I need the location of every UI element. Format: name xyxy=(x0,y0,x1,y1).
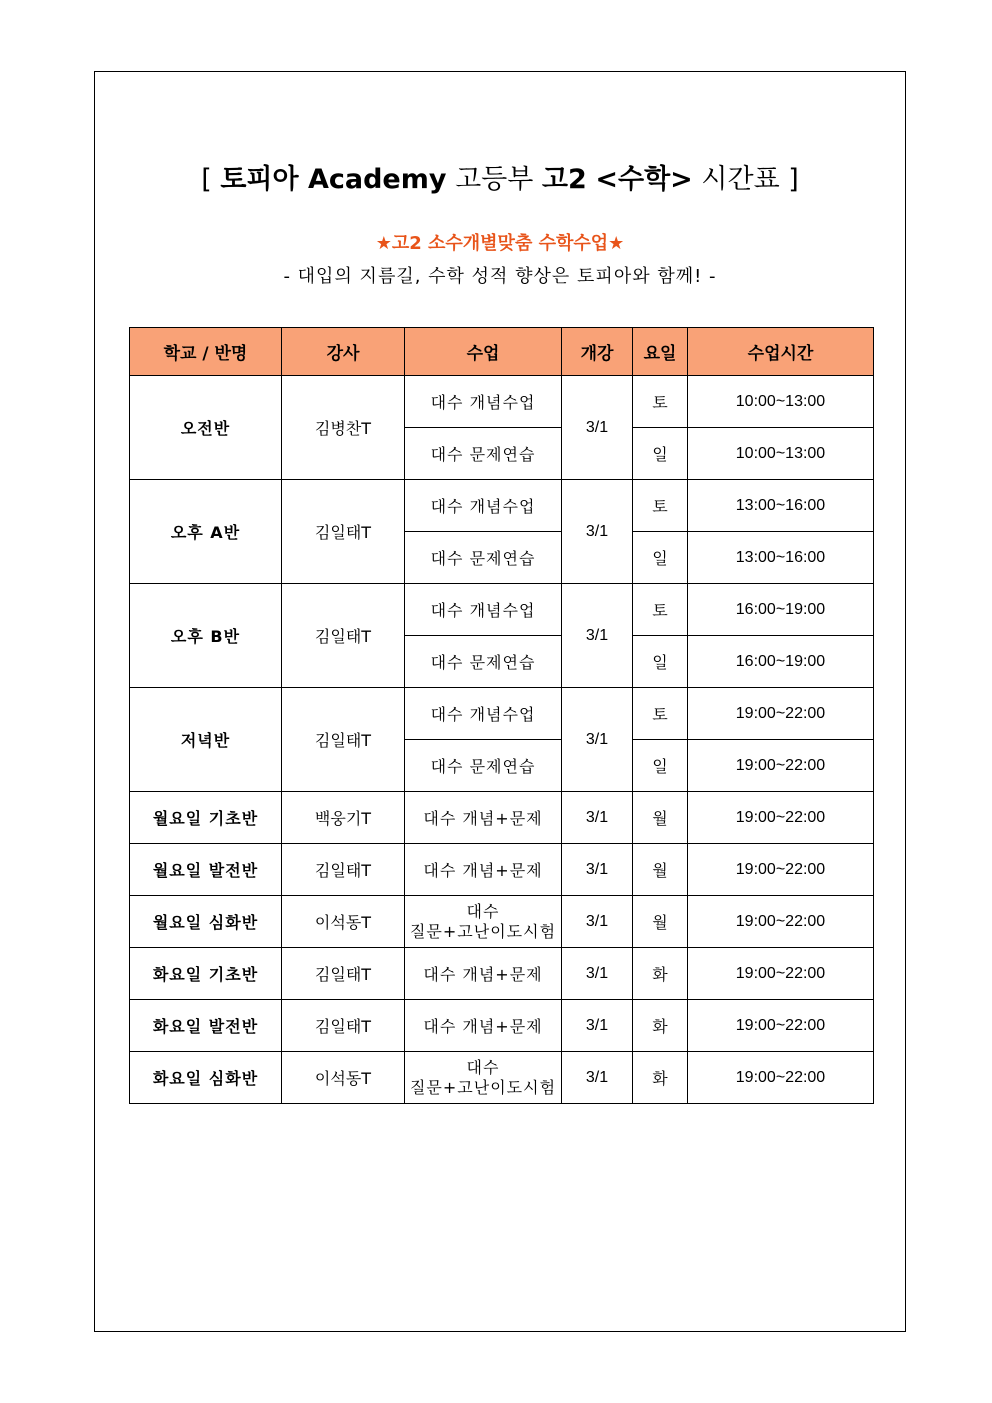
header-course: 수업 xyxy=(405,328,562,376)
class-cell: 저녁반 xyxy=(130,688,282,792)
table-row xyxy=(130,948,874,1000)
time-cell: 10:00~13:00 xyxy=(688,428,874,480)
table-row xyxy=(130,896,874,948)
title-suffix: 시간표 xyxy=(701,164,780,195)
teacher-cell: 이석동T xyxy=(282,1052,405,1104)
teacher-cell: 김일태T xyxy=(282,1000,405,1052)
course-cell xyxy=(405,1052,562,1104)
title-grade: 고2 xyxy=(541,164,587,195)
course-line-1: 대수 xyxy=(466,901,500,921)
table-row xyxy=(130,1000,874,1052)
teacher-cell: 김일태T xyxy=(282,480,405,584)
time-cell: 19:00~22:00 xyxy=(688,688,874,740)
title-subject: <수학> xyxy=(595,164,693,195)
open-cell: 3/1 xyxy=(562,792,633,844)
class-cell: 오후 B반 xyxy=(130,584,282,688)
course-cell: 대수 개념수업 xyxy=(405,480,562,532)
time-cell: 13:00~16:00 xyxy=(688,480,874,532)
title-academy: 토피아 Academy xyxy=(220,164,447,195)
header-day: 요일 xyxy=(633,328,688,376)
open-cell: 3/1 xyxy=(562,896,633,948)
day-cell: 일 xyxy=(633,740,688,792)
day-cell: 일 xyxy=(633,532,688,584)
schedule-table xyxy=(129,327,874,1104)
header-open: 개강 xyxy=(562,328,633,376)
class-cell: 월요일 발전반 xyxy=(130,844,282,896)
table-row xyxy=(130,584,874,636)
course-cell xyxy=(405,896,562,948)
time-cell: 19:00~22:00 xyxy=(688,844,874,896)
teacher-cell: 백웅기T xyxy=(282,792,405,844)
table-row xyxy=(130,376,874,428)
open-cell: 3/1 xyxy=(562,688,633,792)
class-cell: 오후 A반 xyxy=(130,480,282,584)
class-cell: 화요일 심화반 xyxy=(130,1052,282,1104)
table-row xyxy=(130,480,874,532)
course-cell: 대수 개념수업 xyxy=(405,584,562,636)
time-cell: 19:00~22:00 xyxy=(688,740,874,792)
open-cell: 3/1 xyxy=(562,1052,633,1104)
tagline: - 대입의 지름길, 수학 성적 향상은 토피아와 함께! - xyxy=(283,266,717,287)
day-cell: 화 xyxy=(633,1052,688,1104)
table-row xyxy=(130,1052,874,1104)
course-line-2: 질문+고난이도시험 xyxy=(409,1077,557,1097)
course-line-1: 대수 xyxy=(466,1057,500,1077)
page-title xyxy=(94,160,906,200)
course-cell: 대수 개념+문제 xyxy=(405,792,562,844)
day-cell: 토 xyxy=(633,480,688,532)
day-cell: 월 xyxy=(633,896,688,948)
table-row xyxy=(130,844,874,896)
class-cell: 월요일 기초반 xyxy=(130,792,282,844)
title-dept: 고등부 xyxy=(455,164,534,195)
course-cell: 대수 문제연습 xyxy=(405,636,562,688)
table-header-row xyxy=(130,328,874,376)
time-cell: 10:00~13:00 xyxy=(688,376,874,428)
table-row xyxy=(130,688,874,740)
table-row xyxy=(130,792,874,844)
time-cell: 16:00~19:00 xyxy=(688,636,874,688)
header-teacher: 강사 xyxy=(282,328,405,376)
day-cell: 일 xyxy=(633,636,688,688)
class-cell: 월요일 심화반 xyxy=(130,896,282,948)
day-cell: 화 xyxy=(633,948,688,1000)
course-line-2: 질문+고난이도시험 xyxy=(409,921,557,941)
day-cell: 화 xyxy=(633,1000,688,1052)
open-cell: 3/1 xyxy=(562,844,633,896)
open-cell: 3/1 xyxy=(562,376,633,480)
day-cell: 일 xyxy=(633,428,688,480)
subtitle: ★고2 소수개별맞춤 수학수업★ xyxy=(375,233,625,254)
header-time: 수업시간 xyxy=(688,328,874,376)
course-cell: 대수 문제연습 xyxy=(405,428,562,480)
time-cell: 13:00~16:00 xyxy=(688,532,874,584)
day-cell: 토 xyxy=(633,688,688,740)
course-cell: 대수 개념+문제 xyxy=(405,948,562,1000)
title-bracket-close: ] xyxy=(788,164,799,195)
open-cell: 3/1 xyxy=(562,480,633,584)
time-cell: 19:00~22:00 xyxy=(688,948,874,1000)
teacher-cell: 이석동T xyxy=(282,896,405,948)
open-cell: 3/1 xyxy=(562,584,633,688)
teacher-cell: 김병찬T xyxy=(282,376,405,480)
time-cell: 16:00~19:00 xyxy=(688,584,874,636)
course-cell: 대수 개념+문제 xyxy=(405,844,562,896)
course-cell: 대수 개념수업 xyxy=(405,376,562,428)
day-cell: 토 xyxy=(633,376,688,428)
teacher-cell: 김일태T xyxy=(282,844,405,896)
title-bracket-open: [ xyxy=(201,164,212,195)
open-cell: 3/1 xyxy=(562,948,633,1000)
course-cell: 대수 개념수업 xyxy=(405,688,562,740)
class-cell: 화요일 기초반 xyxy=(130,948,282,1000)
teacher-cell: 김일태T xyxy=(282,688,405,792)
open-cell: 3/1 xyxy=(562,1000,633,1052)
time-cell: 19:00~22:00 xyxy=(688,1000,874,1052)
time-cell: 19:00~22:00 xyxy=(688,792,874,844)
day-cell: 월 xyxy=(633,844,688,896)
teacher-cell: 김일태T xyxy=(282,584,405,688)
day-cell: 월 xyxy=(633,792,688,844)
course-cell: 대수 문제연습 xyxy=(405,740,562,792)
day-cell: 토 xyxy=(633,584,688,636)
course-cell: 대수 개념+문제 xyxy=(405,1000,562,1052)
class-cell: 화요일 발전반 xyxy=(130,1000,282,1052)
time-cell: 19:00~22:00 xyxy=(688,1052,874,1104)
class-cell: 오전반 xyxy=(130,376,282,480)
header-class: 학교 / 반명 xyxy=(130,328,282,376)
course-cell: 대수 문제연습 xyxy=(405,532,562,584)
teacher-cell: 김일태T xyxy=(282,948,405,1000)
time-cell: 19:00~22:00 xyxy=(688,896,874,948)
